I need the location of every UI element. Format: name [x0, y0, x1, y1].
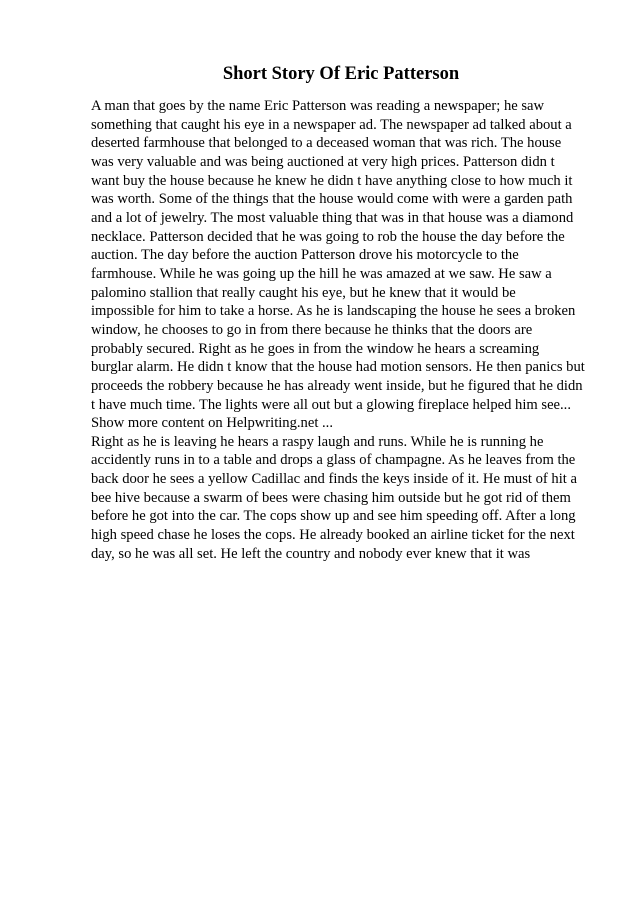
text-line: A man that goes by the name Eric Patterson was reading a newspaper; he saw [91, 98, 545, 114]
text-line: and a lot of jewelry. The most valuable thing that was in that house was a diamond [91, 209, 574, 226]
text-line: was worth. Some of the things that the house would come with were a garden path [91, 191, 573, 208]
text-line: Right as he is leaving he hears a raspy laugh and runs. While he is running he [91, 433, 544, 450]
text-line: burglar alarm. He didn t know that the house had motion sensors. He then panics but [91, 359, 585, 376]
text-line: window, he chooses to go in from there because he thinks that the doors are [91, 321, 533, 338]
text-line: palomino stallion that really caught his eye, but he knew that it would be [91, 284, 516, 301]
text-line: back door he sees a yellow Cadillac and finds the keys inside of it. He must of hit a [91, 471, 577, 488]
text-line: t have much time. The lights were all out but a glowing fireplace helped him see... [91, 396, 571, 413]
text-line: high speed chase he loses the cops. He already booked an airline ticket for the next [91, 527, 575, 544]
text-line: day, so he was all set. He left the country and nobody ever knew that it was [91, 545, 531, 562]
text-line: auction. The day before the auction Patterson drove his motorcycle to the [91, 247, 519, 264]
text-line: farmhouse. While he was going up the hill he was amazed at we saw. He saw a [91, 265, 552, 282]
show-more-link[interactable]: Show more content on Helpwriting.net ... [91, 415, 333, 432]
text-line: impossible for him to take a horse. As he is landscaping the house he sees a broken [91, 303, 576, 320]
text-line: bee hive because a swarm of bees were chasing him outside but he got rid of them [91, 489, 571, 506]
text-line: deserted farmhouse that belonged to a deceased woman that was rich. The house [91, 135, 562, 152]
text-line: something that caught his eye in a newspaper ad. The newspaper ad talked about a [91, 116, 572, 133]
text-line: was very valuable and was being auctioned at very high prices. Patterson didn t [91, 153, 555, 170]
text-line: accidently runs in to a table and drops a glass of champagne. As he leaves from the [91, 452, 576, 469]
document-title: Short Story Of Eric Patterson [222, 64, 460, 84]
document-body [91, 97, 591, 563]
text-line: probably secured. Right as he goes in from the window he hears a screaming [91, 340, 540, 357]
text-line: want buy the house because he knew he didn t have anything close to how much it [91, 172, 573, 189]
text-line: necklace. Patterson decided that he was going to rob the house the day before the [91, 228, 565, 245]
text-line: before he got into the car. The cops show up and see him speeding off. After a long [91, 508, 576, 525]
text-line: proceeds the robbery because he has already went inside, but he figured that he didn [91, 377, 583, 394]
